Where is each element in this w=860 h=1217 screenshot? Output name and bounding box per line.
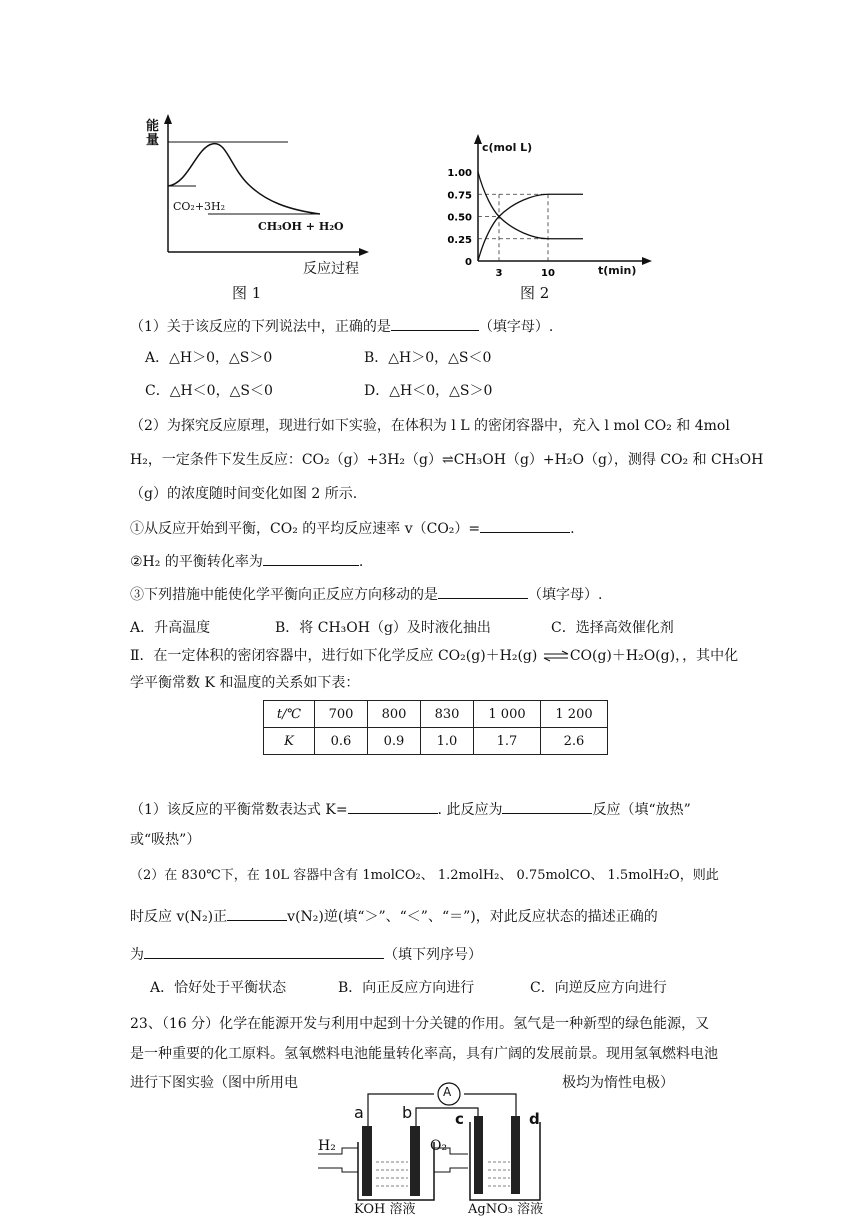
h2-inlet-label: H₂ (318, 1138, 336, 1154)
electrode-c-label: c (455, 1110, 464, 1128)
equilibrium-arrow-icon (542, 650, 570, 662)
fig1-products-label: CH₃OH + H₂O (258, 220, 344, 233)
fig2-x-label: t(min) (598, 264, 637, 277)
table-cell: 0.6 (315, 728, 368, 755)
answer-blank[interactable] (263, 551, 359, 566)
y-tick-label: 0.25 (447, 234, 472, 246)
table-cell: 1 200 (541, 701, 608, 728)
answer-blank[interactable] (227, 906, 287, 921)
table-cell: t/℃ (264, 701, 315, 728)
part2-q1-tail: 或“吸热”） (130, 832, 201, 848)
table-cell: 1 000 (474, 701, 541, 728)
fig1-y-label: 能量 (146, 119, 160, 148)
answer-blank[interactable] (502, 799, 592, 814)
electrode-a-label: a (354, 1103, 364, 1122)
answer-blank[interactable] (144, 944, 384, 959)
q1-option-b: B．△H＞0，△S＜0 (364, 350, 492, 366)
answer-blank[interactable] (438, 584, 528, 599)
fig1-x-label: 反应过程 (303, 261, 359, 277)
k-temperature-table (263, 700, 608, 755)
y-tick-label: 0 (465, 257, 472, 268)
q1-option-c: C．△H＜0，△S＜0 (145, 383, 273, 399)
q2-line-1: （2）为探究反应原理，现进行如下实验，在体积为 l L 的密闭容器中，充入 l mol CO₂ 和 4mol (130, 418, 730, 434)
y-tick-label: 0.50 (447, 212, 472, 224)
table-cell: 800 (368, 701, 421, 728)
part2-q2-line-2: 时反应 v(N₂)正 v(N₂)逆(填“＞”、“＜”、“＝”)，对此反应状态的描述正确的 (130, 906, 658, 927)
part2-q2-line-1: （2）在 830℃下，在 10L 容器中含有 1molCO₂、 1.2molH₂、 0.75molCO、 1.5molH₂O，则此 (130, 868, 719, 883)
q2-line-2: H₂，一定条件下发生反应：CO₂（g）+3H₂（g）⇌CH₃OH（g）+H₂O（g），测得 CO₂ 和 CH₃OH (130, 452, 764, 468)
answer-blank[interactable] (391, 316, 479, 331)
table-cell: 1.0 (421, 728, 474, 755)
fig2-y-label: c(mol L) (482, 141, 533, 154)
table-row (264, 701, 608, 728)
q1-option-a: A．△H＞0，△S＞0 (145, 350, 273, 366)
part2-q2-line-3: 为 （填下列序号） (130, 944, 482, 965)
part2-option-b: B．向正反应方向进行 (338, 980, 475, 996)
table-cell: 1.7 (474, 728, 541, 755)
koh-solution-label: KOH 溶液 (354, 1202, 416, 1217)
y-tick-label: 1.00 (447, 168, 472, 179)
q2-line-3: （g）的浓度随时间变化如图 2 所示. (130, 486, 358, 502)
electrode-b-label: b (402, 1103, 413, 1122)
q2-sub-1: ①从反应开始到平衡，CO₂ 的平均反应速率 v（CO₂）= . (130, 518, 575, 539)
table-row (264, 728, 608, 755)
part2-intro-1: Ⅱ．在一定体积的密闭容器中，进行如下化学反应 CO₂(g)＋H₂(g) CO(g)＋H₂O(g)，，其中化 (130, 648, 739, 664)
x-tick-label: 10 (541, 268, 555, 279)
ammeter-label: A (443, 1085, 452, 1099)
table-cell: K (264, 728, 315, 755)
o2-inlet-label: O₂ (430, 1138, 448, 1154)
table-cell: 700 (315, 701, 368, 728)
q23-line-2: 是一种重要的化工原料。氢氧燃料电池能量转化率高，具有广阔的发展前景。现用氢氧燃料电池 (130, 1046, 718, 1062)
q23-line-1: 23、（16 分）化学在能源开发与利用中起到十分关键的作用。氢气是一种新型的绿色能源，又 (130, 1016, 710, 1032)
q1-stem: （1）关于该反应的下列说法中，正确的是 （填字母）. (130, 316, 553, 337)
agno3-solution-label: AgNO₃ 溶液 (468, 1202, 544, 1217)
fig2-caption: 图 2 (520, 284, 550, 302)
table-cell: 830 (421, 701, 474, 728)
table-cell: 0.9 (368, 728, 421, 755)
q2-option-c: C．选择高效催化剂 (551, 620, 674, 636)
q2-option-a: A．升高温度 (130, 620, 211, 636)
part2-q1: （1）该反应的平衡常数表达式 K= . 此反应为 反应（填“放热” (130, 799, 691, 820)
electrode-d-label: d (529, 1110, 540, 1128)
part2-option-a: A．恰好处于平衡状态 (150, 980, 287, 996)
answer-blank[interactable] (480, 518, 570, 533)
answer-blank[interactable] (348, 799, 438, 814)
table-cell: 2.6 (541, 728, 608, 755)
fig1-caption: 图 1 (232, 284, 262, 302)
fig1-reactants-label: CO₂+3H₂ (173, 200, 226, 213)
part2-intro-2: 学平衡常数 K 和温度的关系如下表： (130, 675, 360, 691)
q1-option-d: D．△H＜0，△S＞0 (364, 383, 493, 399)
q23-line-3a: 进行下图实验（图中所用电 (130, 1075, 298, 1091)
q23-line-3b: 极均为惰性电极） (562, 1075, 674, 1091)
q2-sub-3: ③下列措施中能使化学平衡向正反应方向移动的是 （填字母）. (130, 584, 602, 605)
q2-sub-2: ②H₂ 的平衡转化率为 . (130, 551, 363, 572)
series-line (478, 172, 583, 239)
x-tick-label: 3 (495, 268, 503, 279)
y-tick-label: 0.75 (447, 190, 472, 202)
series-line (478, 194, 583, 261)
part2-option-c: C．向逆反应方向进行 (530, 980, 667, 996)
q2-option-b: B．将 CH₃OH（g）及时液化抽出 (275, 620, 491, 636)
